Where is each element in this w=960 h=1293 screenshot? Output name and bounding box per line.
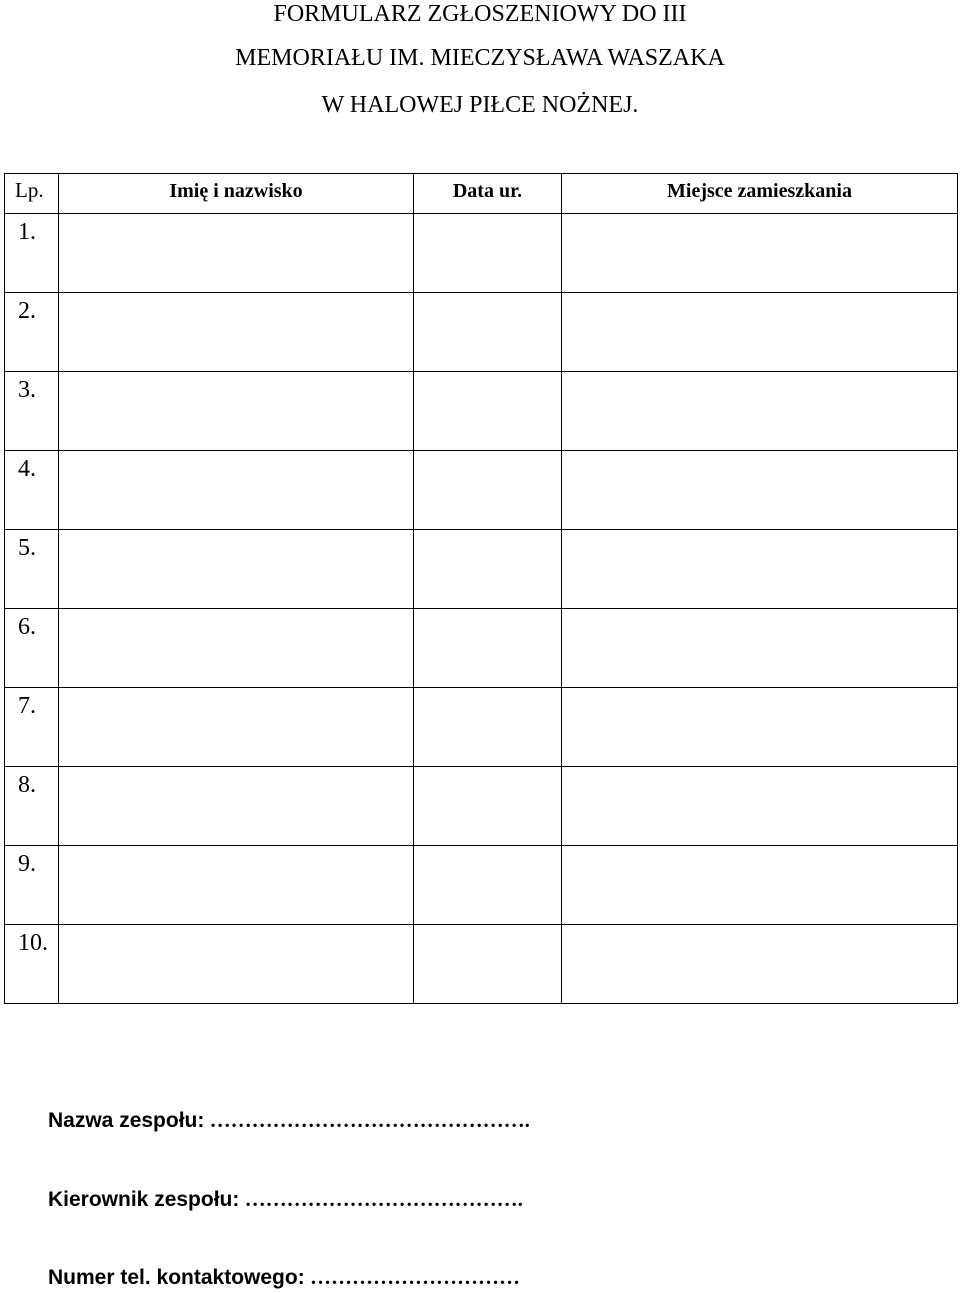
table-row: [5, 451, 958, 530]
table-row: [5, 767, 958, 846]
name-cell[interactable]: [59, 767, 414, 846]
residence-cell[interactable]: [562, 609, 958, 688]
residence-cell[interactable]: [562, 293, 958, 372]
header-lp: Lp.: [5, 174, 59, 214]
manager-label: Kierownik zespołu:: [48, 1188, 240, 1211]
table-row: [5, 688, 958, 767]
form-title-line-3: W HALOWEJ PIŁCE NOŻNEJ.: [321, 92, 639, 118]
table-row: [5, 530, 958, 609]
team-name-field[interactable]: ……………………………………….: [209, 1108, 530, 1132]
manager-field[interactable]: ………………………………….: [244, 1187, 523, 1211]
name-cell[interactable]: [59, 925, 414, 1004]
team-name-label: Nazwa zespołu:: [48, 1109, 205, 1132]
dob-cell[interactable]: [414, 767, 562, 846]
residence-cell[interactable]: [562, 767, 958, 846]
residence-cell[interactable]: [562, 925, 958, 1004]
table-row: [5, 293, 958, 372]
row-number: 10.: [5, 925, 59, 1004]
dob-cell[interactable]: [414, 372, 562, 451]
residence-cell[interactable]: [562, 451, 958, 530]
name-cell[interactable]: [59, 293, 414, 372]
dob-cell[interactable]: [414, 925, 562, 1004]
name-cell[interactable]: [59, 451, 414, 530]
row-number: 3.: [5, 372, 59, 451]
form-title-line-2: MEMORIAŁU IM. MIECZYSŁAWA WASZAKA: [235, 45, 725, 71]
name-cell[interactable]: [59, 214, 414, 293]
row-number: 6.: [5, 609, 59, 688]
name-cell[interactable]: [59, 688, 414, 767]
name-cell[interactable]: [59, 372, 414, 451]
row-number: 7.: [5, 688, 59, 767]
table-row: [5, 372, 958, 451]
header-name: Imię i nazwisko: [59, 174, 414, 214]
name-cell[interactable]: [59, 846, 414, 925]
row-number: 8.: [5, 767, 59, 846]
dob-cell[interactable]: [414, 293, 562, 372]
residence-cell[interactable]: [562, 846, 958, 925]
name-cell[interactable]: [59, 609, 414, 688]
table-header-row: [5, 174, 958, 214]
header-residence: Miejsce zamieszkania: [562, 174, 958, 214]
team-name-line: [48, 1108, 530, 1133]
table-row: [5, 609, 958, 688]
name-cell[interactable]: [59, 530, 414, 609]
phone-label: Numer tel. kontaktowego:: [48, 1266, 305, 1289]
dob-cell[interactable]: [414, 609, 562, 688]
row-number: 1.: [5, 214, 59, 293]
residence-cell[interactable]: [562, 372, 958, 451]
residence-cell[interactable]: [562, 214, 958, 293]
table-row: [5, 925, 958, 1004]
phone-line: [48, 1265, 520, 1290]
form-title-line-1: FORMULARZ ZGŁOSZENIOWY DO III: [273, 1, 687, 27]
manager-line: [48, 1187, 523, 1212]
dob-cell[interactable]: [414, 530, 562, 609]
dob-cell[interactable]: [414, 214, 562, 293]
phone-field[interactable]: …………………………: [309, 1265, 520, 1289]
residence-cell[interactable]: [562, 530, 958, 609]
row-number: 9.: [5, 846, 59, 925]
row-number: 5.: [5, 530, 59, 609]
dob-cell[interactable]: [414, 846, 562, 925]
residence-cell[interactable]: [562, 688, 958, 767]
header-dob: Data ur.: [414, 174, 562, 214]
dob-cell[interactable]: [414, 451, 562, 530]
table-row: [5, 846, 958, 925]
registration-table: [4, 173, 958, 1004]
dob-cell[interactable]: [414, 688, 562, 767]
row-number: 4.: [5, 451, 59, 530]
row-number: 2.: [5, 293, 59, 372]
table-row: [5, 214, 958, 293]
